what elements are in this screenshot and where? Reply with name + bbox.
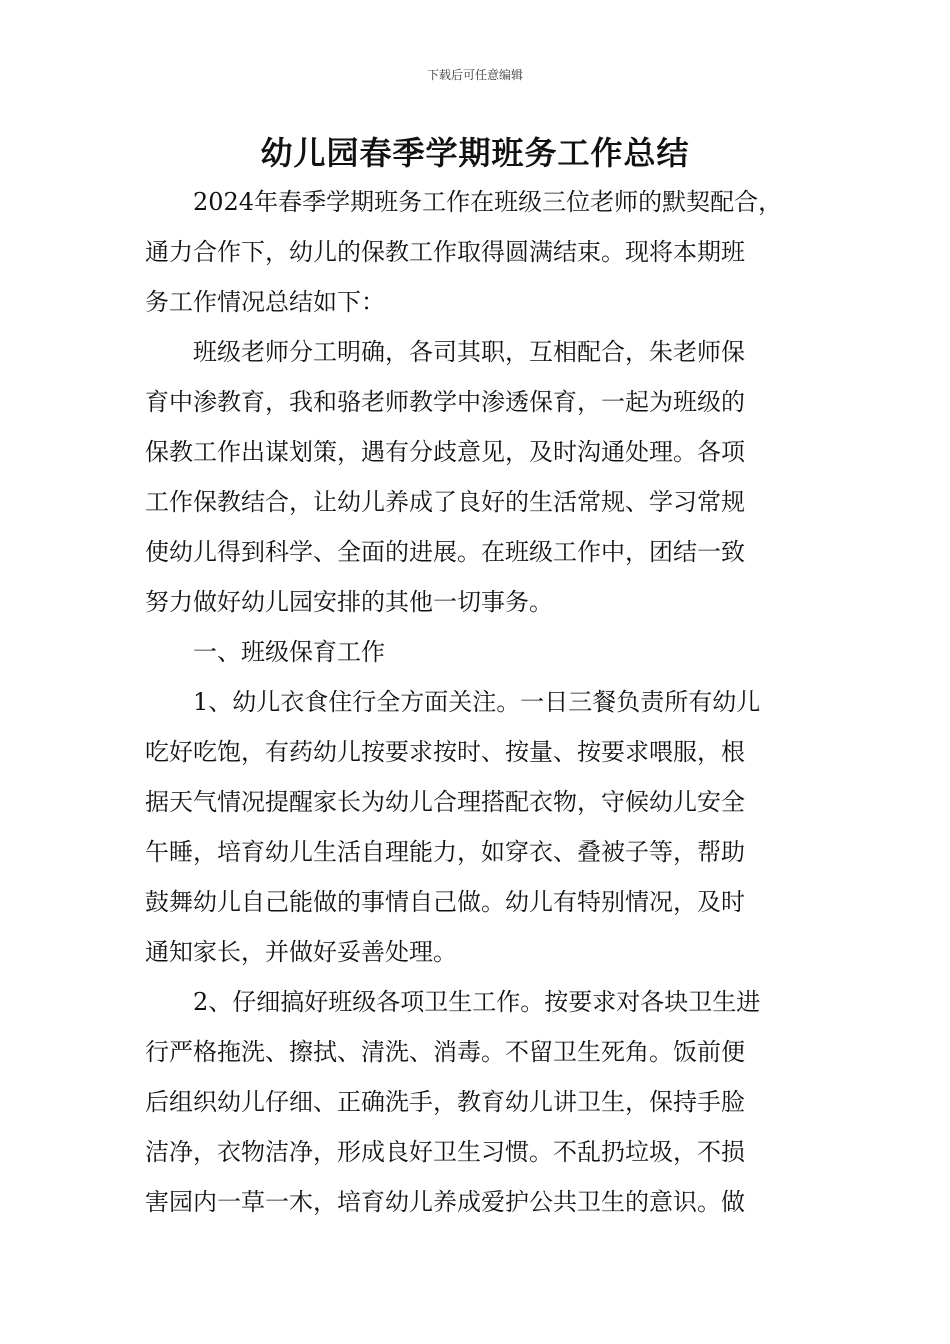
text-line: 通知家长，并做好妥善处理。 — [145, 938, 457, 966]
text-line: 行严格拖洗、擦拭、清洗、消毒。不留卫生死角。饭前便 — [145, 1038, 745, 1066]
document-title: 幼儿园春季学期班务工作总结 — [260, 134, 690, 172]
document-body — [145, 177, 810, 1227]
text-line: 工作保教结合，让幼儿养成了良好的生活常规、学习常规 — [145, 488, 745, 516]
text-line: 午睡，培育幼儿生活自理能力，如穿衣、叠被子等，帮助 — [145, 838, 745, 866]
header-note: 下载后可任意编辑 — [426, 68, 523, 82]
text-line: 2、仔细搞好班级各项卫生工作。按要求对各块卫生进 — [145, 988, 761, 1016]
text-line: 通力合作下，幼儿的保教工作取得圆满结束。现将本期班 — [145, 238, 745, 266]
text-line: 据天气情况提醒家长为幼儿合理搭配衣物，守候幼儿安全 — [145, 788, 745, 816]
text-line: 2024年春季学期班务工作在班级三位老师的默契配合， — [145, 188, 783, 216]
text-line: 保教工作出谋划策，遇有分歧意见，及时沟通处理。各项 — [145, 438, 745, 466]
text-line: 育中渗教育，我和骆老师教学中渗透保育，一起为班级的 — [145, 388, 745, 416]
text-line: 使幼儿得到科学、全面的进展。在班级工作中，团结一致 — [145, 538, 745, 566]
text-line: 1、幼儿衣食住行全方面关注。一日三餐负责所有幼儿 — [145, 688, 761, 716]
text-line: 害园内一草一木，培育幼儿养成爱护公共卫生的意识。做 — [145, 1188, 745, 1216]
text-line: 务工作情况总结如下： — [145, 288, 385, 316]
text-line: 吃好吃饱，有药幼儿按要求按时、按量、按要求喂服，根 — [145, 738, 745, 766]
text-line: 鼓舞幼儿自己能做的事情自己做。幼儿有特别情况，及时 — [145, 888, 745, 916]
text-line: 班级老师分工明确，各司其职，互相配合，朱老师保 — [145, 338, 745, 366]
text-line: 努力做好幼儿园安排的其他一切事务。 — [145, 588, 553, 616]
text-line: 后组织幼儿仔细、正确洗手，教育幼儿讲卫生，保持手脸 — [145, 1088, 745, 1116]
section-heading: 一、班级保育工作 — [145, 638, 385, 666]
text-line: 洁净，衣物洁净，形成良好卫生习惯。不乱扔垃圾，不损 — [145, 1138, 745, 1166]
